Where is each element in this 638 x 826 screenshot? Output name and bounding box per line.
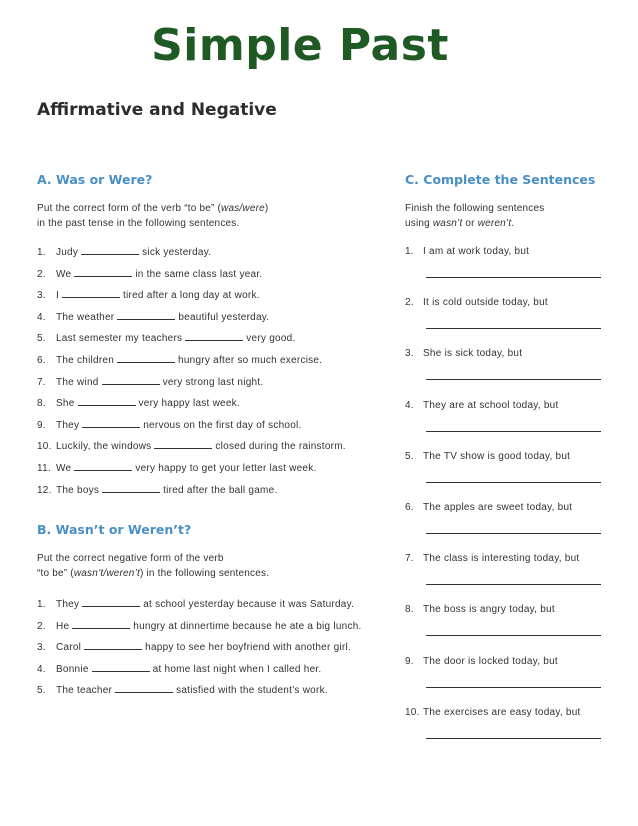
item-text-after: beautiful yesterday. — [178, 311, 270, 323]
item-text-after: happy to see her boyfriend with another girl. — [145, 642, 351, 654]
item-text-after: very strong last night. — [162, 376, 264, 388]
answer-blank[interactable] — [102, 375, 160, 385]
section-b-instructions: Put the correct negative form of the verb “to be” (wasn’t/weren’t) in the following sentences. — [37, 553, 270, 579]
item-number: 6. — [405, 502, 414, 513]
exercise-item — [405, 296, 548, 310]
answer-blank[interactable] — [117, 310, 175, 320]
item-text-before: Bonnie — [56, 663, 89, 675]
answer-line[interactable] — [426, 482, 601, 483]
exercise-item — [405, 655, 558, 669]
answer-line[interactable] — [426, 635, 601, 636]
item-text-before: I — [56, 290, 60, 302]
exercise-item — [37, 619, 362, 633]
item-number: 2. — [37, 620, 46, 632]
item-text-after: at school yesterday because it was Saturday. — [143, 599, 355, 610]
answer-line[interactable] — [426, 277, 601, 278]
exercise-item — [37, 396, 240, 410]
item-text-after: in the same class last year. — [135, 268, 263, 280]
item-number: 9. — [405, 655, 414, 667]
answer-blank[interactable] — [82, 597, 140, 607]
item-text-before: He — [56, 620, 70, 632]
answer-blank[interactable] — [92, 662, 150, 672]
exercise-item — [405, 501, 572, 515]
item-text-before: Last semester my teachers — [56, 333, 183, 345]
item-prompt: I am at work today, but — [423, 246, 530, 257]
exercise-item — [37, 640, 351, 654]
item-prompt: She is sick today, but — [423, 348, 523, 360]
item-number: 1. — [37, 599, 46, 610]
item-number: 11. — [37, 463, 51, 474]
exercise-item — [405, 706, 581, 720]
item-text-after: hungry after so much exercise. — [178, 355, 323, 366]
item-prompt: They are at school today, but — [423, 399, 559, 411]
exercise-item — [37, 439, 346, 453]
exercise-item — [37, 353, 322, 367]
item-text-before: Luckily, the windows — [56, 441, 152, 453]
exercise-item — [37, 267, 262, 281]
answer-blank[interactable] — [84, 640, 142, 650]
exercise-item — [37, 310, 269, 324]
item-text-after: at home last night when I called her. — [152, 663, 322, 675]
answer-blank[interactable] — [154, 439, 212, 449]
answer-blank[interactable] — [74, 461, 132, 471]
item-number: 8. — [405, 604, 414, 616]
item-number: 12. — [37, 484, 52, 496]
item-prompt: The boss is angry today, but — [423, 604, 555, 616]
item-text-after: tired after the ball game. — [163, 484, 278, 496]
answer-line[interactable] — [426, 328, 601, 329]
item-number: 9. — [37, 419, 46, 431]
exercise-item — [37, 662, 321, 676]
item-number: 6. — [37, 355, 46, 366]
item-number: 8. — [37, 398, 46, 410]
item-number: 3. — [37, 290, 46, 302]
item-text-after: very happy last week. — [138, 398, 240, 410]
item-number: 4. — [37, 311, 46, 323]
item-text-before: The children — [56, 355, 115, 366]
answer-blank[interactable] — [81, 245, 139, 255]
answer-blank[interactable] — [82, 418, 140, 428]
item-text-before: The weather — [56, 311, 115, 323]
exercise-item — [37, 375, 263, 389]
item-number: 2. — [37, 268, 46, 280]
exercise-item — [405, 450, 570, 464]
item-prompt: The door is locked today, but — [423, 655, 558, 667]
item-number: 7. — [405, 553, 414, 565]
item-prompt: The class is interesting today, but — [423, 553, 580, 565]
item-text-before: We — [56, 268, 72, 280]
section-a-title: A. Was or Were? — [37, 172, 153, 187]
answer-line[interactable] — [426, 584, 601, 585]
item-number: 1. — [37, 247, 46, 258]
answer-blank[interactable] — [102, 483, 160, 493]
item-text-after: very good. — [246, 333, 296, 345]
exercise-item — [37, 483, 277, 497]
item-number: 5. — [405, 450, 414, 462]
exercise-item — [405, 552, 579, 566]
answer-blank[interactable] — [185, 331, 243, 341]
answer-line[interactable] — [426, 533, 601, 534]
item-prompt: It is cold outside today, but — [423, 297, 548, 309]
item-number: 7. — [37, 376, 46, 388]
item-text-before: The teacher — [56, 685, 113, 697]
item-text-before: They — [56, 419, 80, 431]
item-text-after: satisfied with the student’s work. — [176, 685, 328, 697]
exercise-item — [37, 288, 260, 302]
item-text-before: Judy — [56, 247, 79, 258]
item-text-before: Carol — [56, 642, 82, 654]
exercise-item — [37, 597, 354, 611]
item-prompt: The TV show is good today, but — [423, 450, 571, 462]
answer-blank[interactable] — [115, 683, 173, 693]
exercise-item — [37, 461, 317, 475]
item-number: 10. — [37, 441, 52, 453]
exercise-item — [37, 331, 296, 345]
answer-blank[interactable] — [117, 353, 175, 363]
exercise-item — [405, 603, 555, 617]
answer-blank[interactable] — [72, 619, 130, 629]
item-number: 1. — [405, 246, 414, 257]
item-text-after: very happy to get your letter last week. — [135, 463, 317, 474]
item-number: 3. — [37, 642, 46, 654]
section-a-instructions: Put the correct form of the verb “to be” (was/were) in the past tense in the following sentences. — [37, 203, 269, 229]
item-number: 2. — [405, 297, 414, 309]
item-text-before: She — [56, 398, 75, 410]
item-text-before: The wind — [56, 376, 99, 388]
exercise-item — [405, 399, 558, 413]
item-number: 3. — [405, 348, 414, 360]
page-subtitle: Affirmative and Negative — [37, 100, 277, 120]
item-text-after: tired after a long day at work. — [123, 290, 260, 302]
exercise-item — [37, 245, 211, 259]
answer-blank[interactable] — [78, 396, 136, 406]
answer-line[interactable] — [426, 431, 601, 432]
item-text-after: closed during the rainstorm. — [215, 441, 346, 453]
answer-blank[interactable] — [62, 288, 120, 298]
exercise-item — [405, 347, 522, 361]
item-text-after: hungry at dinnertime because he ate a big lunch. — [133, 620, 362, 632]
item-number: 10. — [405, 706, 420, 718]
item-text-before: We — [56, 463, 72, 474]
answer-line[interactable] — [426, 687, 601, 688]
section-c-title: C. Complete the Sentences — [405, 172, 596, 187]
section-b-title: B. Wasn’t or Weren’t? — [37, 522, 192, 537]
item-text-after: sick yesterday. — [142, 247, 212, 258]
item-number: 5. — [37, 685, 46, 697]
item-number: 4. — [37, 663, 46, 675]
item-text-before: The boys — [56, 484, 100, 496]
item-prompt: The exercises are easy today, but — [423, 706, 581, 718]
item-text-before: They — [56, 599, 80, 610]
exercise-item — [405, 245, 529, 259]
section-c-instructions: Finish the following sentences using wasn’t or weren’t. — [405, 203, 545, 229]
answer-line[interactable] — [426, 738, 601, 739]
answer-blank[interactable] — [74, 267, 132, 277]
exercise-item — [37, 418, 302, 432]
answer-line[interactable] — [426, 379, 601, 380]
item-number: 5. — [37, 333, 46, 345]
page-title: Simple Past — [151, 20, 449, 71]
exercise-item — [37, 683, 328, 697]
item-text-after: nervous on the first day of school. — [143, 419, 302, 431]
item-number: 4. — [405, 399, 414, 411]
item-prompt: The apples are sweet today, but — [423, 502, 573, 513]
